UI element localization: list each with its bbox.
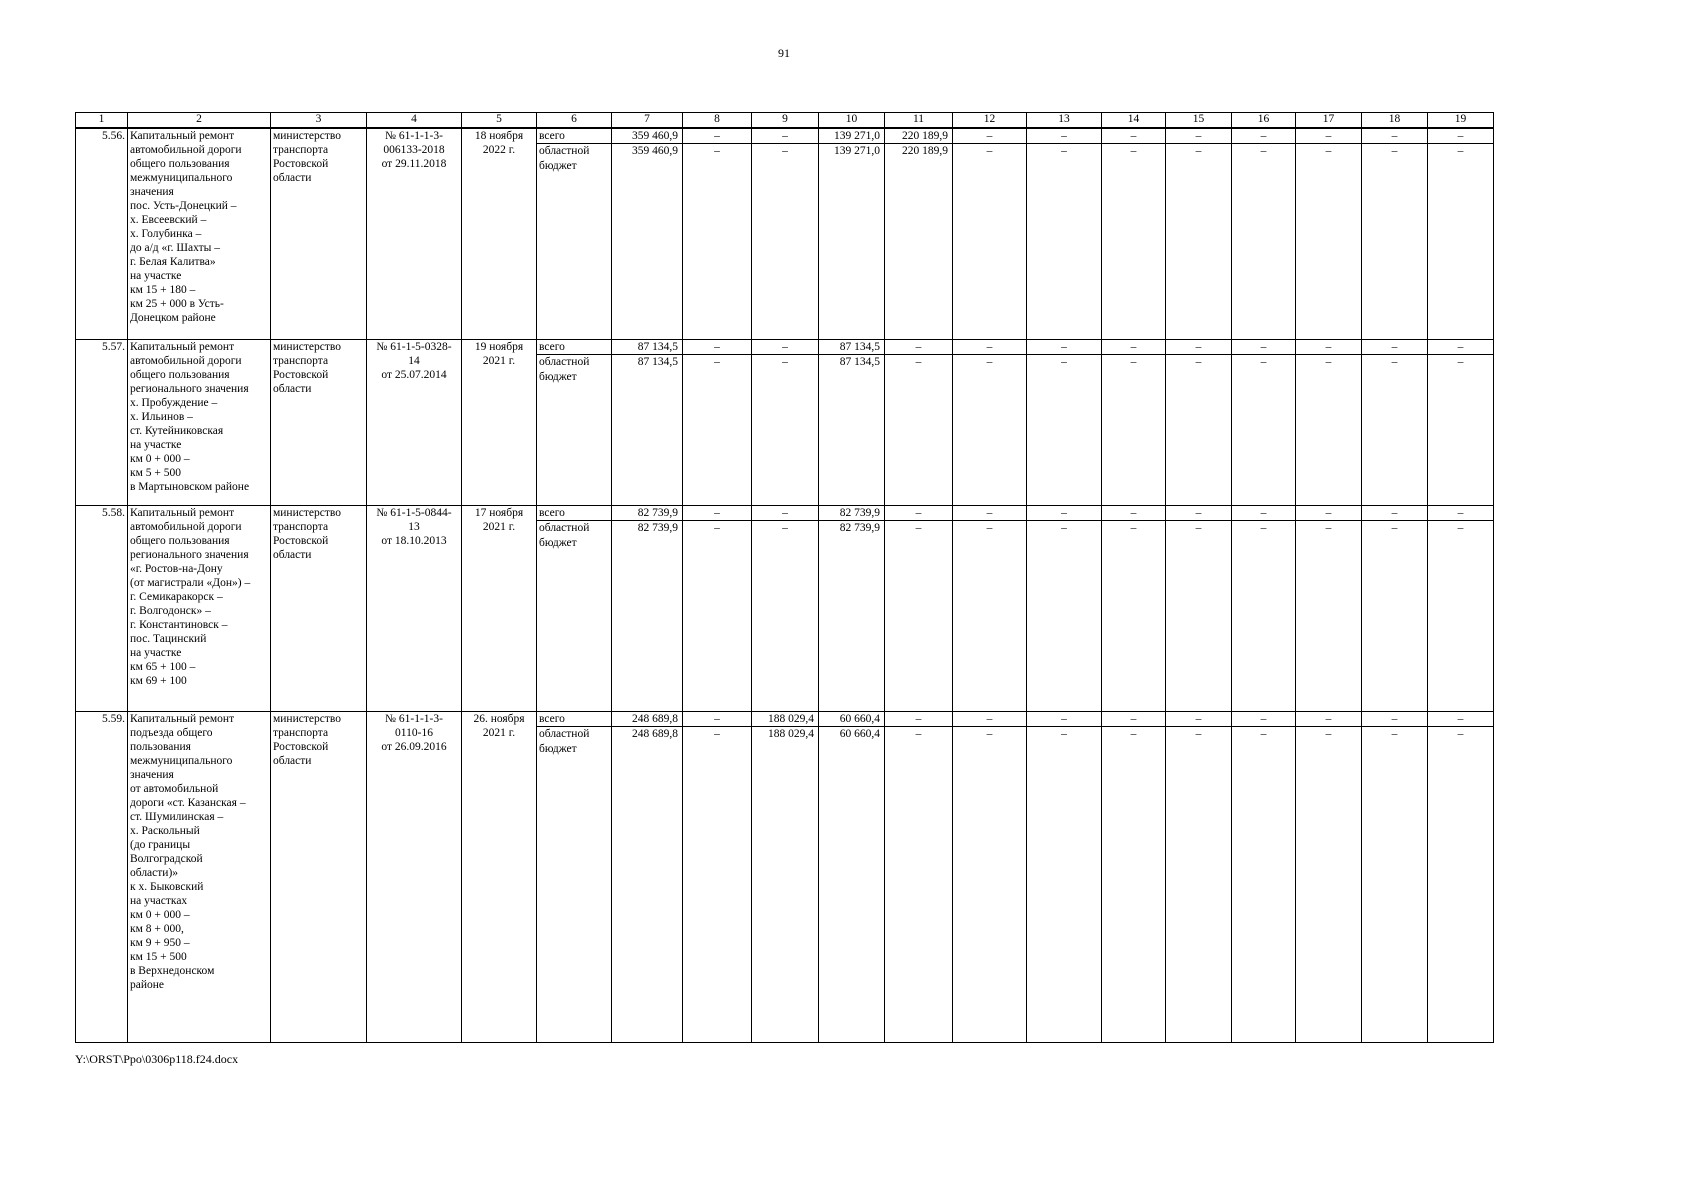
value-col-17: – (1296, 355, 1362, 506)
value-col-15: – (1166, 712, 1232, 727)
value-col-16: – (1232, 340, 1296, 355)
column-number-9: 9 (752, 113, 819, 129)
value-col-15: – (1166, 355, 1232, 506)
value-col-9: – (752, 340, 819, 355)
value-col-7: 82 739,9 (612, 506, 683, 521)
value-col-18: – (1362, 506, 1428, 521)
item-name: Капитальный ремонт автомобильной дороги общего пользования регионального значения «г. Ростов-на-Дону (от магистрали «Дон») – г. Семикаракорск – г. Волгодонск» – г. Константиновск – пос. Тацинский на участке км 65 + 100 – км 69 + 100 (128, 506, 271, 712)
funding-source: всего (537, 340, 612, 355)
value-col-12: – (953, 144, 1027, 340)
value-col-19: – (1428, 712, 1494, 727)
value-col-12: – (953, 128, 1027, 144)
value-col-17: – (1296, 727, 1362, 1043)
value-col-11: – (885, 506, 953, 521)
value-col-11: – (885, 712, 953, 727)
value-col-18: – (1362, 712, 1428, 727)
value-col-11: – (885, 340, 953, 355)
funding-source: всего (537, 506, 612, 521)
value-col-17: – (1296, 506, 1362, 521)
value-col-12: – (953, 712, 1027, 727)
value-col-8: – (683, 712, 752, 727)
column-number-15: 15 (1166, 113, 1232, 129)
value-col-19: – (1428, 355, 1494, 506)
funding-source: всего (537, 128, 612, 144)
value-col-11: – (885, 727, 953, 1043)
value-col-11: – (885, 355, 953, 506)
column-number-13: 13 (1027, 113, 1102, 129)
value-col-8: – (683, 727, 752, 1043)
value-col-9: – (752, 521, 819, 712)
value-col-18: – (1362, 355, 1428, 506)
completion-date: 19 ноября 2021 г. (462, 340, 537, 506)
value-col-10: 87 134,5 (819, 355, 885, 506)
value-col-14: – (1102, 506, 1166, 521)
value-col-7: 87 134,5 (612, 355, 683, 506)
value-col-15: – (1166, 144, 1232, 340)
value-col-16: – (1232, 355, 1296, 506)
value-col-17: – (1296, 128, 1362, 144)
value-col-15: – (1166, 340, 1232, 355)
value-col-16: – (1232, 506, 1296, 521)
value-col-8: – (683, 340, 752, 355)
value-col-19: – (1428, 144, 1494, 340)
completion-date: 17 ноября 2021 г. (462, 506, 537, 712)
table-row-total (76, 128, 1494, 144)
value-col-13: – (1027, 727, 1102, 1043)
value-col-7: 248 689,8 (612, 712, 683, 727)
value-col-18: – (1362, 340, 1428, 355)
value-col-17: – (1296, 144, 1362, 340)
item-number: 5.57. (76, 340, 128, 506)
value-col-9: 188 029,4 (752, 727, 819, 1043)
value-col-16: – (1232, 144, 1296, 340)
value-col-12: – (953, 340, 1027, 355)
value-col-10: 82 739,9 (819, 506, 885, 521)
value-col-8: – (683, 128, 752, 144)
agreement-number: № 61-1-1-3- 0110-16 от 26.09.2016 (367, 712, 462, 1043)
value-col-13: – (1027, 712, 1102, 727)
column-number-14: 14 (1102, 113, 1166, 129)
value-col-8: – (683, 506, 752, 521)
value-col-10: 60 660,4 (819, 712, 885, 727)
item-number: 5.56. (76, 128, 128, 340)
value-col-18: – (1362, 727, 1428, 1043)
value-col-15: – (1166, 727, 1232, 1043)
column-number-16: 16 (1232, 113, 1296, 129)
value-col-18: – (1362, 521, 1428, 712)
responsible-organization: министерство транспорта Ростовской области (271, 506, 367, 712)
value-col-13: – (1027, 521, 1102, 712)
value-col-19: – (1428, 128, 1494, 144)
value-col-19: – (1428, 506, 1494, 521)
column-number-19: 19 (1428, 113, 1494, 129)
funding-source: областной бюджет (537, 521, 612, 712)
value-col-14: – (1102, 340, 1166, 355)
column-number-3: 3 (271, 113, 367, 129)
value-col-14: – (1102, 727, 1166, 1043)
column-number-12: 12 (953, 113, 1027, 129)
value-col-12: – (953, 506, 1027, 521)
table-row-total (76, 712, 1494, 727)
value-col-11: – (885, 521, 953, 712)
file-path-footer: Y:\ORST\Ppo\0306p118.f24.docx (75, 1052, 239, 1066)
value-col-13: – (1027, 506, 1102, 521)
value-col-14: – (1102, 712, 1166, 727)
value-col-17: – (1296, 712, 1362, 727)
value-col-8: – (683, 521, 752, 712)
column-number-2: 2 (128, 113, 271, 129)
column-number-11: 11 (885, 113, 953, 129)
value-col-12: – (953, 727, 1027, 1043)
column-number-8: 8 (683, 113, 752, 129)
funding-source: областной бюджет (537, 727, 612, 1043)
value-col-11: 220 189,9 (885, 144, 953, 340)
page-number: 91 (778, 46, 790, 60)
value-col-12: – (953, 355, 1027, 506)
funding-source: областной бюджет (537, 144, 612, 340)
column-number-row (76, 113, 1494, 129)
value-col-14: – (1102, 144, 1166, 340)
agreement-number: № 61-1-5-0328- 14 от 25.07.2014 (367, 340, 462, 506)
value-col-9: 188 029,4 (752, 712, 819, 727)
column-number-18: 18 (1362, 113, 1428, 129)
item-number: 5.58. (76, 506, 128, 712)
value-col-13: – (1027, 355, 1102, 506)
value-col-7: 248 689,8 (612, 727, 683, 1043)
value-col-7: 359 460,9 (612, 128, 683, 144)
column-number-17: 17 (1296, 113, 1362, 129)
column-number-4: 4 (367, 113, 462, 129)
value-col-16: – (1232, 712, 1296, 727)
value-col-14: – (1102, 355, 1166, 506)
value-col-7: 82 739,9 (612, 521, 683, 712)
column-number-1: 1 (76, 113, 128, 129)
responsible-organization: министерство транспорта Ростовской области (271, 340, 367, 506)
table-row-total (76, 340, 1494, 355)
table-row-total (76, 506, 1494, 521)
item-number: 5.59. (76, 712, 128, 1043)
value-col-10: 139 271,0 (819, 128, 885, 144)
value-col-10: 87 134,5 (819, 340, 885, 355)
agreement-number: № 61-1-1-3- 006133-2018 от 29.11.2018 (367, 128, 462, 340)
item-name: Капитальный ремонт автомобильной дороги общего пользования межмуниципального значения пос. Усть-Донецкий – х. Евсеевский – х. Голубинка – до а/д «г. Шахты – г. Белая Калитва» на участке км 15 + 180 – км 25 + 000 в Усть- Донецком районе (128, 128, 271, 340)
completion-date: 18 ноября 2022 г. (462, 128, 537, 340)
value-col-17: – (1296, 340, 1362, 355)
value-col-13: – (1027, 128, 1102, 144)
responsible-organization: министерство транспорта Ростовской области (271, 128, 367, 340)
responsible-organization: министерство транспорта Ростовской области (271, 712, 367, 1043)
value-col-13: – (1027, 340, 1102, 355)
funding-source: областной бюджет (537, 355, 612, 506)
value-col-16: – (1232, 128, 1296, 144)
value-col-7: 87 134,5 (612, 340, 683, 355)
agreement-number: № 61-1-5-0844- 13 от 18.10.2013 (367, 506, 462, 712)
column-number-10: 10 (819, 113, 885, 129)
value-col-15: – (1166, 128, 1232, 144)
value-col-7: 359 460,9 (612, 144, 683, 340)
item-name: Капитальный ремонт автомобильной дороги общего пользования регионального значения х. Пробуждение – х. Ильинов – ст. Кутейниковская на участке км 0 + 000 – км 5 + 500 в Мартыновском районе (128, 340, 271, 506)
value-col-18: – (1362, 144, 1428, 340)
value-col-14: – (1102, 128, 1166, 144)
value-col-16: – (1232, 521, 1296, 712)
value-col-9: – (752, 144, 819, 340)
program-table (75, 112, 1494, 1043)
item-name: Капитальный ремонт подъезда общего пользования межмуниципального значения от автомобильной дороги «ст. Казанская – ст. Шумилинская – х. Раскольный (до границы Волгоградской области)» к х. Быковский на участках км 0 + 000 – км 8 + 000, км 9 + 950 – км 15 + 500 в Верхнедонском районе (128, 712, 271, 1043)
value-col-12: – (953, 521, 1027, 712)
value-col-18: – (1362, 128, 1428, 144)
value-col-9: – (752, 355, 819, 506)
value-col-16: – (1232, 727, 1296, 1043)
value-col-17: – (1296, 521, 1362, 712)
column-number-5: 5 (462, 113, 537, 129)
value-col-19: – (1428, 727, 1494, 1043)
funding-source: всего (537, 712, 612, 727)
value-col-15: – (1166, 521, 1232, 712)
value-col-8: – (683, 355, 752, 506)
value-col-13: – (1027, 144, 1102, 340)
value-col-10: 139 271,0 (819, 144, 885, 340)
column-number-7: 7 (612, 113, 683, 129)
value-col-10: 82 739,9 (819, 521, 885, 712)
value-col-14: – (1102, 521, 1166, 712)
value-col-9: – (752, 506, 819, 521)
value-col-19: – (1428, 521, 1494, 712)
value-col-11: 220 189,9 (885, 128, 953, 144)
value-col-10: 60 660,4 (819, 727, 885, 1043)
column-number-6: 6 (537, 113, 612, 129)
value-col-15: – (1166, 506, 1232, 521)
value-col-8: – (683, 144, 752, 340)
completion-date: 26. ноября 2021 г. (462, 712, 537, 1043)
value-col-9: – (752, 128, 819, 144)
value-col-19: – (1428, 340, 1494, 355)
